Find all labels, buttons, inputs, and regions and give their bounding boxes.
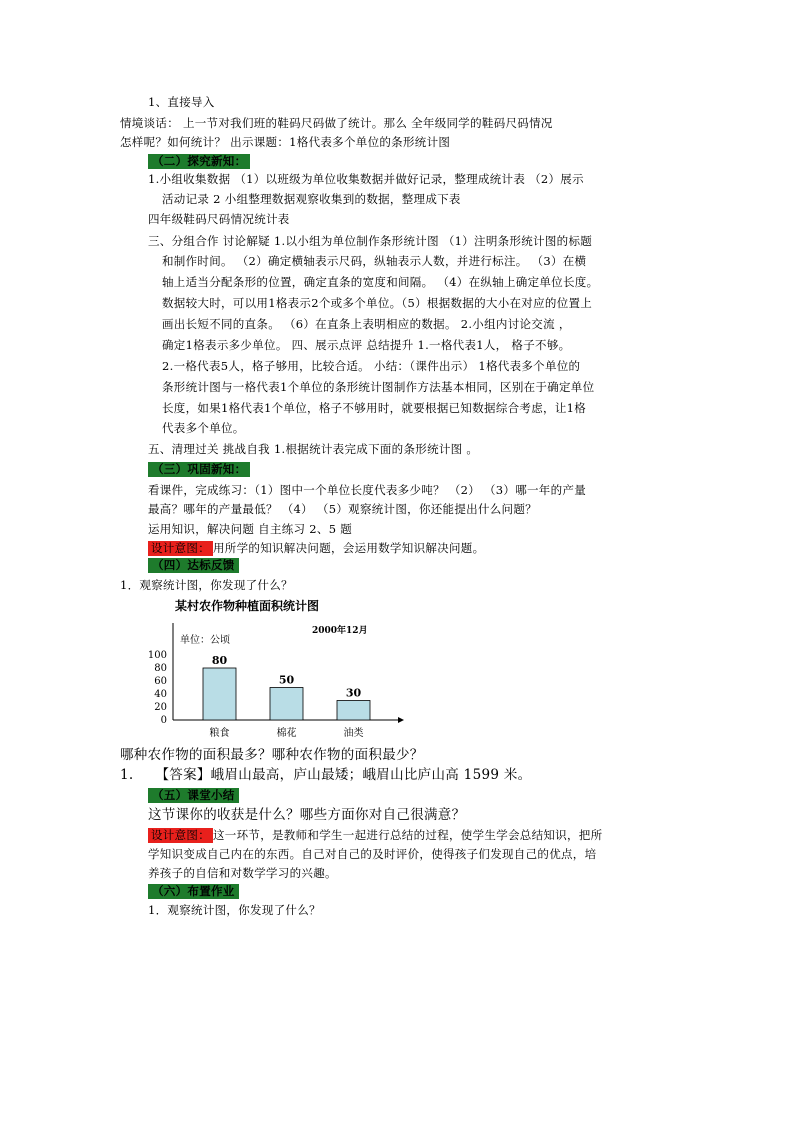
text-line: 看课件，完成练习：（1）图中一个单位长度代表多少吨？ （2） （3）哪一年的产量 [148,483,587,497]
green-heading-tag: （五）课堂小结 [148,788,239,803]
bar [337,701,370,721]
green-heading-tag: （三）巩固新知： [148,462,250,477]
summary-question: 这节课你的收获是什么？哪些方面你对自己很满意？ [148,807,466,823]
red-design-tag: 设计意图： [148,541,213,556]
question-line: 哪种农作物的面积最多？哪种农作物的面积最少？ [120,747,424,763]
chart-date: 2000年12月 [312,626,368,636]
text-line: 怎样呢？如何统计？ 出示课题：1格代表多个单位的条形统计图 [120,135,451,149]
text-line: 1.小组收集数据 （1）以班级为单位收集数据并做好记录，整理成统计表 （2）展示 [148,172,584,186]
y-tick-label: 80 [154,663,167,674]
text-line: 轴上适当分配条形的位置，确定直条的宽度和间隔。 （4）在纵轴上确定单位长度。 [162,275,599,289]
exercise-prompt: 1．观察统计图，你发现了什么？ [120,578,293,592]
chart-unit-label: 单位：公顷 [180,635,230,646]
red-design-tag: 设计意图： [148,828,213,843]
bar-data-label: 50 [278,673,295,687]
y-tick-label: 40 [154,689,167,700]
text-line: 代表多个单位。 [162,421,245,435]
section-heading-summary [148,788,239,803]
x-category-label: 油类 [343,728,364,739]
y-tick-label: 100 [147,650,167,661]
green-heading-tag: （六）布置作业 [148,884,239,899]
answer-line: 1. 【答案】峨眉山最高，庐山最矮；峨眉山比庐山高 1599 米。 [120,767,532,783]
section-heading-homework [148,884,239,899]
text-line: 活动记录 2 小组整理数据观察收集到的数据，整理成下表 [162,192,461,206]
green-heading-tag: （四）达标反馈 [148,558,239,573]
y-tick-label: 60 [154,676,167,687]
text-line: 条形统计图与一格代表1个单位的条形统计图制作方法基本相同，区别在于确定单位 [162,380,595,394]
text-line: 运用知识，解决问题 自主练习 2、5 题 [148,522,353,536]
text-line: 养孩子的自信和对数学学习的兴趣。 [148,866,337,880]
design-intent-line: 设计意图： 这一环节，是教师和学生一起进行总结的过程，使学生学会总结知识，把所 [148,828,602,843]
table-caption: 四年级鞋码尺码情况统计表 [148,212,290,226]
y-tick-label: 0 [160,715,167,726]
text-line: 长度，如果1格代表1个单位，格子不够用时，就要根据已知数据综合考虑，让1格 [162,401,587,415]
text-line: 学知识变成自己内在的东西。自己对自己的及时评价，使得孩子们发现自己的优点，培 [148,847,597,861]
bar [203,668,236,720]
x-category-label: 棉花 [276,728,297,739]
bar-data-label: 80 [211,654,228,667]
green-heading-tag: （二）探究新知： [148,154,250,169]
y-tick-label: 20 [154,702,167,713]
text-line: 三、分组合作 讨论解疑 1.以小组为单位制作条形统计图 （1）注明条形统计图的标题 [148,234,593,248]
text-line: 画出长短不同的直条。 （6）在直条上表明相应的数据。 2.小组内讨论交流 ， [162,317,571,331]
text-line: 五、清理过关 挑战自我 1.根据统计表完成下面的条形统计图 。 [148,442,479,456]
text-line: 2.一格代表5人，格子够用，比较合适。 小结：（课件出示） 1格代表多个单位的 [162,359,581,373]
text-line: 确定1格表示多少单位。 四、展示点评 总结提升 1.一格代表1人， 格子不够。 [162,338,571,352]
section-heading-consolidate [148,462,250,477]
bar [270,688,303,721]
section-heading-feedback [148,558,239,573]
design-intent-line: 设计意图： 用所学的知识解决问题，会运用数学知识解决问题。 [148,541,484,556]
section-heading-explore [148,154,250,169]
text-line: 和制作时间。 （2）确定横轴表示尺码，纵轴表示人数，并进行标注。 （3）在横 [162,254,587,268]
text-line: 情境谈话： 上一节对我们班的鞋码尺码做了统计。那么 全年级同学的鞋码尺码情况 [120,116,553,130]
text-line: 最高？哪年的产量最低？ （4） （5）观察统计图，你还能提出什么问题？ [148,502,537,516]
x-axis-arrow [398,717,404,723]
text-line: 数据较大时，可以用1格表示2个或多个单位。（5）根据数据的大小在对应的位置上 [162,296,593,310]
bar-data-label: 30 [345,686,362,700]
crop-area-bar-chart [140,595,420,745]
homework-prompt: 1．观察统计图，你发现了什么？ [148,903,321,917]
chart-title: 某村农作物种植面积统计图 [175,599,320,613]
x-category-label: 粮食 [209,728,230,739]
section-direct-intro: 1、直接导入 [148,95,215,109]
